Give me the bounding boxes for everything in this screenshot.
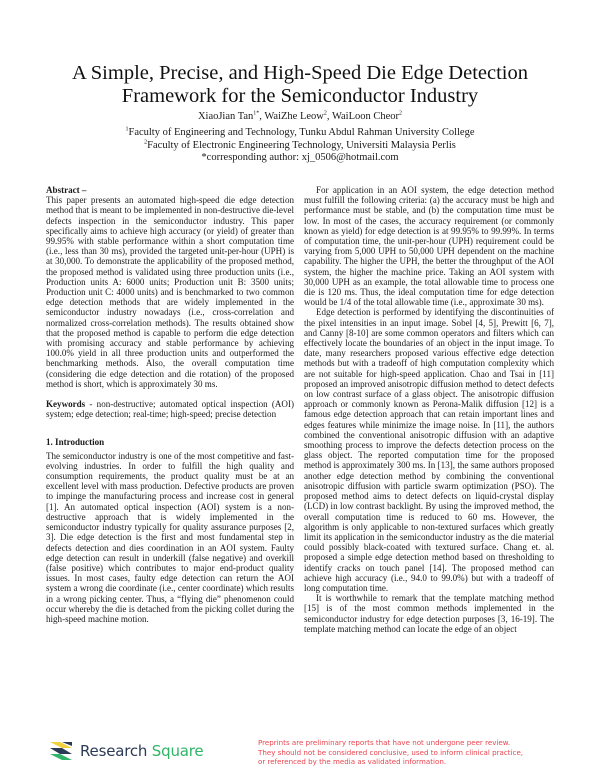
keywords: [46, 399, 294, 419]
left-column: [46, 185, 294, 624]
intro-paragraph-4: It is worthwhile to remark that the template matching method [15] is of the most common methods implemented in the semiconductor industry for edge detection purposes [3, 16-19]. The template matching method can locate the edge of an object: [304, 593, 554, 634]
author-affil-mark: 2: [399, 110, 403, 117]
preprint-disclaimer: [258, 738, 558, 767]
title-line-2: Framework for the Semiconductor Industry: [121, 85, 479, 107]
research-square-logo-icon: [48, 740, 74, 762]
author-name: XiaoJian Tan: [197, 111, 254, 122]
research-square-logo[interactable]: [48, 740, 203, 762]
author-name: WaiLoon Cheor: [331, 111, 400, 122]
brand-word-square: Square: [151, 742, 204, 760]
abstract-text: This paper presents an automated high-speed die edge detection method that is meant to be implemented in non-destructive die-level defects inspection in the semiconductor industry. This paper specifically aims to achieve high accuracy (or yield) of greater than 99.95% with stable performance within a short computation time (i.e., less than 30 ms), provided the targeted unit-per-hour (UPH) is at 30,000. To demonstrate the applicability of the proposed method, the proposed method is validated using three production units (i.e., Production units A: 6000 units; Production unit B: 3500 units; Production unit C: 4000 units) and is benchmarked to two common edge detection methods that are widely implemented in the semiconductor industry nowadays (i.e., cross-correlation and normalized cross-correlation methods). The results obtained show that the proposed method is capable to perform die edge detection with promising accuracy and stable performance by achieving 100.0% yield in all three production units and outperformed the benchmarking methods. Also, the overall computation time (considering die edge detection and die rotation) of the proposed method is short, which is approximately 30 ms.: [46, 195, 294, 389]
abstract-heading: Abstract –: [46, 185, 87, 195]
affiliation-mark: 1: [125, 126, 129, 133]
affiliation-mark: 2: [144, 139, 148, 145]
affiliations: [0, 127, 600, 165]
corresponding-author: *corresponding author: xj_0506@hotmail.com: [201, 152, 399, 163]
disclaimer-line: They should not be considered conclusive, used to inform clinical practice,: [258, 747, 524, 757]
preprint-footer: [0, 728, 600, 776]
author-affil-mark: 2: [323, 110, 327, 117]
intro-paragraph-1: The semiconductor industry is one of the most competitive and fast-evolving industries. In order to fulfill the high quality and consumption requirements, the product quality must be at an excellent level with mass production. Defective products are proven to impinge the manufacturing process and increase cost in general [1]. An automated optical inspection (AOI) system is a non-destructive approach that is widely implemented in the semiconductor industry typically for quality assurance purposes [2, 3]. Die edge detection is the first and most fundamental step in defects detection and dies coordination in an AOI system. Faulty edge detection can result in underkill (false negative) and overkill (false positive) which contributes to major end-product quality issues. In most cases, faulty edge detection can return the AOI system a wrong die coordinate (i.e., center coordinate) which results in a wrong picking center. Thus, a “flying die” phenomenon could occur whereby the die is detached from the picking collet during the high-speed machine motion.: [46, 450, 294, 624]
keywords-label: Keywords: [46, 399, 86, 410]
intro-paragraph-2: For application in an AOI system, the edge detection method must fulfill the following criteria: (a) the accuracy must be high and performance must be stable, and (b) the computation time must be low. In most of the cases, the accuracy requirement (or commonly known as yield) for edge detection is at 99.95% to 99.99%. In terms of computation time, the unit-per-hour (UPH) requirement could be varying from 5,000 UPH to 50,000 UPH dependent on the machine capability. The higher the UPH, the better the throughput of the AOI system, the higher the machine price. Taking an AOI system with 30,000 UPH as an example, the total allowable time to process one die is 120 ms. Thus, the ideal computation time for edge detection would be 1/4 of the total allowable time (i.e., approximate 30 ms).: [304, 185, 554, 308]
affiliation-text: Faculty of Electronic Engineering Technology, Universiti Malaysia Perlis: [147, 139, 456, 151]
section-heading-introduction: 1. Introduction: [46, 437, 105, 448]
author-list: XiaoJian Tan$^{1*}$, WaiZhe Leow$^2$, WaiLoon Cheor$^2$: [197, 110, 403, 122]
disclaimer-line: Preprints are preliminary reports that have not undergone peer review.: [258, 738, 511, 747]
intro-paragraph-3: Edge detection is performed by identifying the discontinuities of the pixel intensities in an input image. Sobel [4, 5], Prewitt [6, 7], and Canny [8-10] are some common operators and filters which can effectively locate the boundaries of an object in the input image. To date, many researchers proposed various effective edge detection methods but with a tradeoff of high computation complexity which are not suitable for high-speed application. Chao and Tsai in [11] proposed an improved anisotropic diffusion method to detect defects on low contrast surface of a glass object. The anisotropic diffusion approach or commonly known as Perona-Malik diffusion [12] is a famous edge detection approach that can retain important lines and edges features while minimize the image noise. In [11], the authors combined the conventional anisotropic diffusion with an adaptive smoothing process to improve the defects detection process on the glass object. The reported computation time for the proposed method is approximately 300 ms. In [13], the same authors proposed another edge detection method by combining the conventional anisotropic diffusion with particle swarm optimization (PSO). The proposed method aims to detect defects on liquid-crystal display (LCD) in low contrast backlight. By using the improved method, the overall computation time is reduced to 60 ms. However, the algorithm is only applicable to non-textured surfaces which greatly limit its application in the semiconductor industry as the die material could possibly black-coated with textured surface. Chang et. al. proposed a simple edge detection method based on thresholding to identify cracks on touch panel [14]. The proposed method can achieve high accuracy (i.e., 94.0 to 99.0%) but with a tradeoff of long computation time.: [304, 307, 554, 593]
research-square-wordmark: [80, 742, 203, 760]
affiliation-2: [0, 140, 600, 153]
keywords-text: - non-destructive; automated optical inspection (AOI) system; edge detection; real-time; high-speed; precise detection: [46, 399, 294, 420]
affiliation-1: [0, 127, 600, 140]
title-line-1: A Simple, Precise, and High-Speed Die Edge Detection: [71, 62, 528, 84]
author-affil-mark: 1*: [253, 110, 260, 117]
paper-title: [0, 62, 600, 108]
disclaimer-line: or referenced by the media as validated information.: [258, 757, 447, 767]
brand-word-research: Research: [80, 742, 148, 760]
affiliation-text: Faculty of Engineering and Technology, Tunku Abdul Rahman University College: [128, 127, 475, 138]
author-name: WaiZhe Leow: [264, 111, 324, 122]
right-column: [304, 185, 554, 634]
